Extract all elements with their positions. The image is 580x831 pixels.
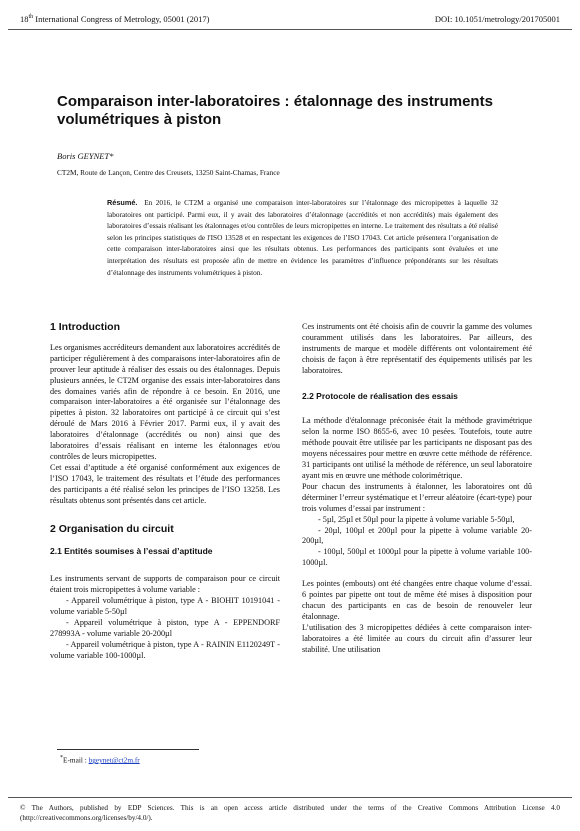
intro-paragraph-1: Les organismes accréditeurs demandent aux laboratoires accrédités de participer régulièrement à des comparaisons inter-laboratoires afin de prouver leur aptitude à réaliser des essais ou des étalonnages. Depuis plusieurs années, le CT2M organise des essais inter-laboratoires dans des domaines variés afin de répondre à ce besoin. En 2016, une comparaison inter-laboratoires a été organisée sur l’étalonnage des pipettes à piston. 32 laboratoires ont participé à ce circuit qui s’est déroulé de Mars 2016 à Février 2017. Parmi eux, il y avait des laboratoires d’étalonnage (accrédités ou non) ainsi que des laboratoires d’essais réalisant en interne les étalonnages et/ou contrôles de leurs micropipettes.: [50, 342, 280, 461]
volume-item-3: - 100µl, 500µl et 1000µl pour la pipette à volume variable 100-1000µl.: [302, 547, 532, 568]
instruments-choice-paragraph: Ces instruments ont été choisis afin de couvrir la gamme des volumes couramment utilisés dans les laboratoires. Par ailleurs, des instruments de marque et modèle différents ont volontairement été choisis de façon à être représentatif des équipements utilisés par les laboratoires.: [302, 322, 532, 375]
section-heading-intro: 1 Introduction: [50, 321, 120, 333]
tips-paragraph: Les pointes (embouts) ont été changées entre chaque volume d’essai. 6 pointes par pipette ont tout de même été mises à disposition pour chacun des participants en cas de besoin de renouveler leur étalonnage.: [302, 579, 532, 621]
license-notice: © The Authors, published by EDP Sciences. This is an open access article distributed under the terms of the Creative Commons Attribution License 4.0 (http://creativecommons.org/licenses/by/4.0/).: [20, 804, 560, 822]
abstract-text: En 2016, le CT2M a organisé une comparaison inter-laboratoires sur l’étalonnage des micropipettes à laquelle 32 laboratoires ont participé. Parmi eux, il y avait des laboratoires d’étalonnage (accrédités et non accrédités) mais également des laboratoires d’essais réalisant les étalonnages et/ou contrôles de leurs micropipettes en interne. Le traitement des résultats a été réalisé selon les principes statistiques de l'ISO 13528 et en respectant les exigences de l’ISO 17043. Cet article présentera l’organisation de cette comparaison inter-laboratoires ainsi que les résultats obtenus. Les performances des participants sont évaluées et une interprétation des résultats est proposée afin de mettre en évidence les paramètres d’influence prépondérants sur les résultats d’étalonnage des instruments volumétriques à piston.: [107, 198, 498, 277]
author-email-link[interactable]: bgeynet@ct2m.fr: [88, 755, 140, 765]
right-column: [302, 322, 532, 655]
congress-header: [20, 14, 209, 24]
instrument-item-1: - Appareil volumétrique à piston, type A - BIOHIT 10191041 - volume variable 5-50µl: [50, 596, 280, 617]
usage-paragraph: L’utilisation des 3 micropipettes dédiées à cette comparaison inter-laboratoires a été limitée au cours du circuit afin d’assurer leur stabilité. Une utilisation: [302, 622, 532, 654]
abstract: [107, 197, 498, 278]
method-paragraph: La méthode d'étalonnage préconisée était la méthode gravimétrique selon la norme ISO 8655-6, avec 10 pesées. Toutefois, toute autre méthode pouvait être utilisée par les participants ne disposant pas des moyens nécessaires pour mettre en œuvre cette méthode de référence. 31 participants ont utilisé la méthode de référence, un seul laboratoire ayant mis en œuvre une méthode colorimétrique.: [302, 416, 532, 480]
affiliation: CT2M, Route de Lançon, Centre des Creusets, 13250 Saint-Chamas, France: [57, 168, 280, 177]
footnote: [60, 755, 140, 764]
congress-number: 18: [20, 14, 29, 24]
instruments-paragraph: Les instruments servant de supports de comparaison pour ce circuit étaient trois micropipettes à volume variable :: [50, 574, 280, 595]
section-heading-organisation: 2 Organisation du circuit: [50, 522, 174, 535]
volume-item-2: - 20µl, 100µl et 200µl pour la pipette à volume variable 20-200µl,: [302, 525, 532, 546]
volumes-paragraph: Pour chacun des instruments à étalonner, les laboratoires ont dû déterminer l’erreur systématique et l’erreur aléatoire (écart-type) pour trois volumes d’essai par instrument :: [302, 481, 532, 513]
left-column: [50, 322, 280, 662]
author: Boris GEYNET*: [57, 151, 114, 161]
footnote-mark: *: [60, 755, 64, 761]
intro-paragraph-2: Cet essai d’aptitude a été organisé conformément aux exigences de l’ISO 17043, le traitement des résultats et l’étude des performances des participants a été réalisé selon les principes de l’ISO 13258. Les résultats obtenus sont présentés dans cet article.: [50, 462, 280, 505]
footnote-rule: [57, 749, 199, 750]
congress-name: International Congress of Metrology, 05001 (2017): [33, 14, 210, 24]
footnote-label: E-mail :: [63, 755, 89, 765]
doi-header: DOI: 10.1051/metrology/201705001: [434, 14, 560, 24]
abstract-label: Résumé.: [107, 198, 138, 207]
paper-title: Comparaison inter-laboratoires : étalonnage des instruments volumétriques à piston: [57, 93, 493, 128]
instrument-item-3: - Appareil volumétrique à piston, type A - RAININ E1120249T - volume variable 100-1000µl.: [50, 639, 280, 660]
volume-item-1: - 5µl, 25µl et 50µl pour la pipette à volume variable 5-50µl,: [318, 514, 515, 524]
subsection-heading-2-2: 2.2 Protocole de réalisation des essais: [302, 390, 458, 401]
subsection-heading-2-1: 2.1 Entités soumises à l’essai d’aptitude: [50, 546, 213, 557]
congress-ordinal: th: [28, 14, 34, 21]
footer-rule: [8, 797, 572, 798]
header-rule: [8, 29, 572, 30]
instrument-item-2: - Appareil volumétrique à piston, type A - EPPENDORF 278993A - volume variable 20-200µl: [50, 617, 280, 638]
